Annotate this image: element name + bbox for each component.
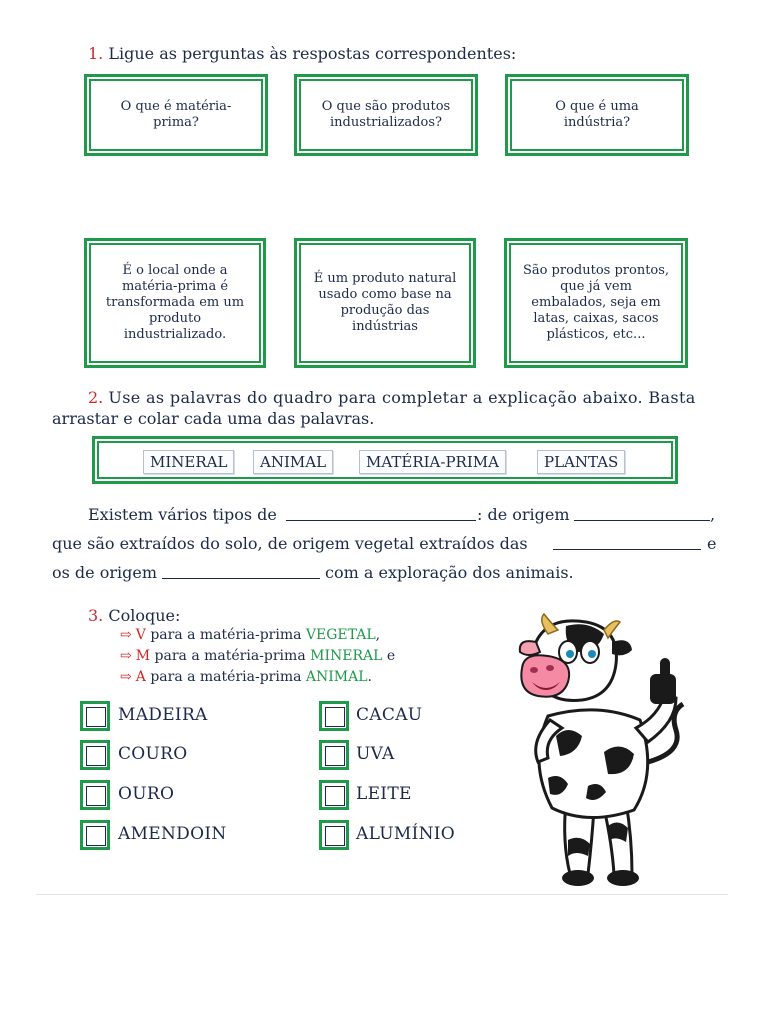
q1-title	[88, 44, 516, 63]
arrow-right-icon: ⇨	[120, 669, 132, 685]
cow-illustration	[508, 612, 698, 892]
q2-title	[88, 388, 728, 407]
question-box-3[interactable]	[505, 74, 689, 156]
arrow-right-icon: ⇨	[120, 627, 132, 643]
para-line2-b: e	[707, 534, 717, 553]
word-materia-prima[interactable]: MATÉRIA-PRIMA	[359, 450, 506, 474]
question-text: O que é uma indústria?	[555, 99, 639, 130]
answer-text: É o local onde a matéria-prima é transformada em um produto industrializado.	[105, 263, 245, 342]
para-line1-a: Existem vários tipos de	[88, 505, 277, 524]
option-type: ANIMAL	[305, 669, 368, 685]
checkbox-ouro[interactable]	[80, 780, 110, 810]
q2-title-line1: Use as palavras do quadro para completar a explicação abaixo. Basta	[108, 388, 696, 407]
checkbox-couro[interactable]	[80, 740, 110, 770]
option-letter: V	[135, 627, 146, 643]
blank-2[interactable]	[574, 506, 710, 521]
page-divider	[36, 894, 728, 895]
option-animal	[120, 669, 372, 685]
q2-number: 2.	[88, 388, 104, 407]
checkbox-uva[interactable]	[319, 740, 349, 770]
option-letter: M	[135, 648, 151, 664]
checkbox-amendoin[interactable]	[80, 820, 110, 850]
para-line2-a: que são extraídos do solo, de origem vegetal extraídos das	[52, 534, 528, 553]
para-line1-c: ,	[710, 505, 716, 524]
word-animal[interactable]: ANIMAL	[253, 450, 333, 474]
question-text: O que são produtos industrializados?	[321, 99, 451, 130]
question-box-1[interactable]	[84, 74, 268, 156]
item-cacau: CACAU	[356, 705, 423, 725]
option-letter: A	[135, 669, 146, 685]
para-line3-b: com a exploração dos animais.	[325, 563, 574, 582]
q3-title-text: Coloque:	[108, 606, 181, 625]
word-bank	[92, 436, 678, 484]
answer-box-2[interactable]	[294, 238, 476, 368]
option-end: ,	[375, 627, 381, 643]
checkbox-cacau[interactable]	[319, 701, 349, 731]
option-text: para a matéria-prima	[150, 627, 302, 643]
option-end: .	[367, 669, 372, 685]
answer-text: São produtos prontos, que já vem embalados, seja em latas, caixas, sacos plásticos, etc...	[522, 263, 670, 342]
item-aluminio: ALUMÍNIO	[356, 824, 456, 844]
option-mineral	[120, 648, 395, 664]
blank-3[interactable]	[553, 535, 701, 550]
checkbox-aluminio[interactable]	[319, 820, 349, 850]
option-type: VEGETAL	[305, 627, 376, 643]
item-ouro: OURO	[118, 784, 175, 804]
q1-number: 1.	[88, 44, 104, 63]
item-amendoin: AMENDOIN	[118, 824, 227, 844]
item-madeira: MADEIRA	[118, 705, 208, 725]
option-vegetal	[120, 627, 380, 643]
answer-box-3[interactable]	[504, 238, 688, 368]
q2-title-line2	[52, 409, 374, 428]
para-line3-a: os de origem	[52, 563, 158, 582]
option-type: MINERAL	[310, 648, 383, 664]
checkbox-madeira[interactable]	[80, 701, 110, 731]
option-text: para a matéria-prima	[154, 648, 306, 664]
item-couro: COURO	[118, 744, 188, 764]
word-plantas[interactable]: PLANTAS	[537, 450, 625, 474]
arrow-right-icon: ⇨	[120, 648, 132, 664]
q2-title-line2-text: arrastar e colar cada uma das palavras.	[52, 409, 375, 428]
word-mineral[interactable]: MINERAL	[143, 450, 234, 474]
option-end: e	[382, 648, 396, 664]
q1-title-text: Ligue as perguntas às respostas correspondentes:	[108, 44, 517, 63]
q3-title	[88, 606, 180, 625]
blank-4[interactable]	[162, 564, 320, 579]
para-line1-b: : de origem	[477, 505, 570, 524]
item-uva: UVA	[356, 744, 395, 764]
item-leite: LEITE	[356, 784, 412, 804]
option-text: para a matéria-prima	[150, 669, 302, 685]
checkbox-leite[interactable]	[319, 780, 349, 810]
answer-text: É um produto natural usado como base na produção das indústrias	[313, 271, 457, 334]
blank-1[interactable]	[286, 506, 476, 521]
question-text: O que é matéria-prima?	[120, 99, 232, 130]
question-box-2[interactable]	[294, 74, 478, 156]
answer-box-1[interactable]	[84, 238, 266, 368]
q3-number: 3.	[88, 606, 104, 625]
